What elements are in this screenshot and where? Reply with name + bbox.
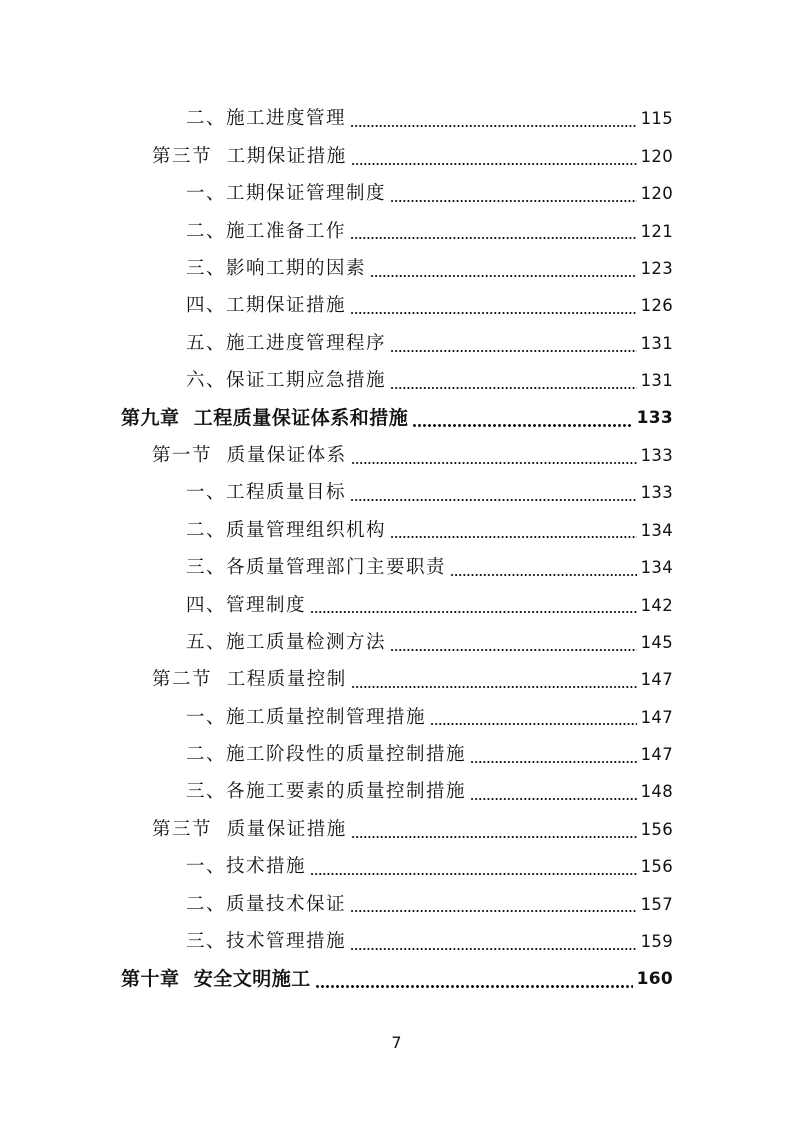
toc-entry[interactable]	[186, 475, 673, 512]
toc-entry[interactable]	[186, 176, 673, 213]
toc-entry-label: 四、工期保证措施	[186, 295, 347, 317]
toc-entry-label: 第三节 质量保证措施	[152, 818, 347, 840]
dot-leader	[390, 536, 637, 538]
dot-leader	[315, 985, 633, 988]
dot-leader	[310, 611, 637, 613]
toc-entry-label: 第一节 质量保证体系	[152, 444, 347, 466]
toc-entry-label: 一、施工质量控制管理措施	[186, 706, 427, 728]
toc-entry-page: 133	[640, 445, 673, 465]
toc-entry[interactable]	[186, 101, 673, 138]
toc-entry[interactable]	[186, 737, 673, 774]
toc-entry-page: 148	[640, 782, 673, 802]
toc-entry-label: 一、工程质量目标	[186, 482, 347, 504]
toc-entry-label: 一、工期保证管理制度	[186, 183, 387, 205]
dot-leader	[310, 873, 637, 875]
toc-entry-label: 六、保证工期应急措施	[186, 370, 387, 392]
toc-chapter-entry[interactable]	[121, 961, 673, 998]
dot-leader	[370, 275, 637, 277]
toc-entry-page: 147	[640, 745, 673, 765]
dot-leader	[350, 237, 637, 239]
toc-entry[interactable]	[186, 251, 673, 288]
toc-entry[interactable]	[186, 288, 673, 325]
toc-entry-page: 157	[640, 894, 673, 914]
toc-section-entry[interactable]	[152, 438, 673, 475]
toc-entry[interactable]	[186, 624, 673, 661]
toc-entry-label: 第二节 工程质量控制	[152, 669, 347, 691]
toc-entry-label: 五、施工进度管理程序	[186, 332, 387, 354]
toc-entry-page: 134	[640, 520, 673, 540]
toc-entry-page: 131	[640, 371, 673, 391]
dot-leader	[390, 649, 637, 651]
dot-leader	[430, 723, 637, 725]
toc-section-entry[interactable]	[152, 811, 673, 848]
toc-entry[interactable]	[186, 363, 673, 400]
toc-entry-label: 三、各质量管理部门主要职责	[186, 557, 447, 579]
toc-entry-label: 第三节 工期保证措施	[152, 145, 347, 167]
dot-leader	[450, 574, 637, 576]
toc-entry-page: 121	[640, 221, 673, 241]
toc-entry[interactable]	[186, 587, 673, 624]
toc-entry-page: 134	[640, 558, 673, 578]
dot-leader	[350, 948, 637, 950]
toc-chapter-entry[interactable]	[121, 400, 673, 437]
toc-entry-page: 120	[640, 184, 673, 204]
dot-leader	[351, 163, 637, 165]
toc-entry[interactable]	[186, 325, 673, 362]
toc-entry-label: 二、质量管理组织机构	[186, 519, 387, 541]
toc-entry-label: 第九章 工程质量保证体系和措施	[121, 407, 409, 430]
toc-entry-label: 五、施工质量检测方法	[186, 631, 387, 653]
toc-entry-label: 三、影响工期的因素	[186, 258, 367, 279]
toc-entry-page: 120	[640, 146, 673, 166]
toc-entry-label: 二、质量技术保证	[186, 893, 347, 915]
dot-leader	[350, 499, 637, 501]
toc-entry-label: 二、施工准备工作	[186, 220, 347, 242]
dot-leader	[470, 798, 637, 800]
toc-entry-page: 133	[636, 408, 673, 429]
toc-entry[interactable]	[186, 550, 673, 587]
dot-leader	[351, 686, 637, 688]
toc-entry-page: 145	[640, 632, 673, 652]
toc-entry-label: 三、各施工要素的质量控制措施	[186, 781, 467, 803]
toc-entry[interactable]	[186, 512, 673, 549]
dot-leader	[350, 312, 637, 314]
dot-leader	[351, 836, 637, 838]
toc-entry[interactable]	[186, 213, 673, 250]
toc-entry-page: 147	[640, 670, 673, 690]
toc-entry[interactable]	[186, 886, 673, 923]
dot-leader	[350, 125, 637, 127]
dot-leader	[412, 424, 632, 427]
dot-leader	[390, 200, 637, 202]
toc-entry-label: 二、施工进度管理	[186, 108, 347, 130]
dot-leader	[350, 910, 637, 912]
toc-entry-page: 147	[640, 707, 673, 727]
toc-entry[interactable]	[186, 699, 673, 736]
toc-entry-page: 159	[640, 932, 673, 952]
toc-entry-label: 一、技术措施	[186, 856, 307, 878]
toc-entry-page: 115	[640, 109, 673, 129]
toc-entry-page: 142	[640, 595, 673, 615]
dot-leader	[390, 350, 637, 352]
table-of-contents	[0, 101, 793, 998]
toc-entry-page: 156	[640, 857, 673, 877]
dot-leader	[470, 761, 637, 763]
toc-section-entry[interactable]	[152, 138, 673, 175]
toc-entry-page: 133	[640, 483, 673, 503]
toc-entry-page: 126	[640, 296, 673, 316]
dot-leader	[351, 462, 637, 464]
toc-section-entry[interactable]	[152, 662, 673, 699]
toc-entry-label: 第十章 安全文明施工	[121, 968, 311, 991]
toc-entry[interactable]	[186, 774, 673, 811]
dot-leader	[390, 387, 637, 389]
toc-entry-page: 156	[640, 819, 673, 839]
toc-entry-page: 131	[640, 333, 673, 353]
toc-entry[interactable]	[186, 849, 673, 886]
toc-entry-page: 123	[640, 259, 673, 278]
toc-entry[interactable]	[186, 924, 673, 961]
toc-entry-label: 三、技术管理措施	[186, 931, 347, 953]
page-number: 7	[391, 1033, 402, 1052]
toc-entry-label: 二、施工阶段性的质量控制措施	[186, 744, 467, 766]
toc-entry-label: 四、管理制度	[186, 594, 307, 616]
toc-entry-page: 160	[636, 969, 673, 990]
